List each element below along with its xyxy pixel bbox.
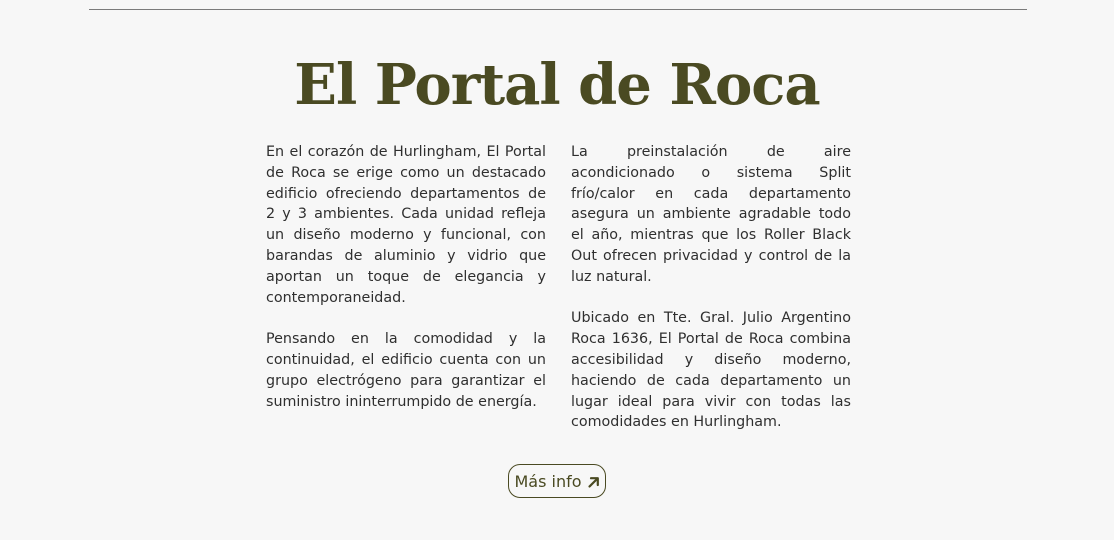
arrow-up-right-icon: [587, 476, 600, 489]
left-text-column: [266, 142, 546, 412]
paragraph: La preinstalación de aire acondicionado o sistema Split frío/calor en cada departamento asegura un ambiente agradable todo el año, mientras que los Roller Black Out ofrecen privacidad y control de la luz natural.: [571, 144, 851, 285]
more-info-button[interactable]: [508, 464, 606, 498]
more-info-label: Más info: [514, 471, 582, 491]
paragraph: Ubicado en Tte. Gral. Julio Argentino Roca 1636, El Portal de Roca combina accesibilidad y diseño moderno, haciendo de cada departamento un lugar ideal para vivir con todas las comodidades en Hurlingham.: [571, 310, 851, 431]
top-divider: [89, 9, 1027, 10]
section-title: El Portal de Roca: [294, 52, 820, 118]
paragraph: Pensando en la comodidad y la continuidad, el edificio cuenta con un grupo electrógeno para garantizar el suministro ininterrumpido de energía.: [266, 331, 546, 410]
right-text-column: [571, 142, 851, 433]
paragraph: En el corazón de Hurlingham, El Portal de Roca se erige como un destacado edificio ofreciendo departamentos de 2 y 3 ambientes. Cada unidad refleja un diseño moderno y funcional, con barandas de aluminio y vidrio que aportan un toque de elegancia y contemporaneidad.: [266, 144, 546, 306]
